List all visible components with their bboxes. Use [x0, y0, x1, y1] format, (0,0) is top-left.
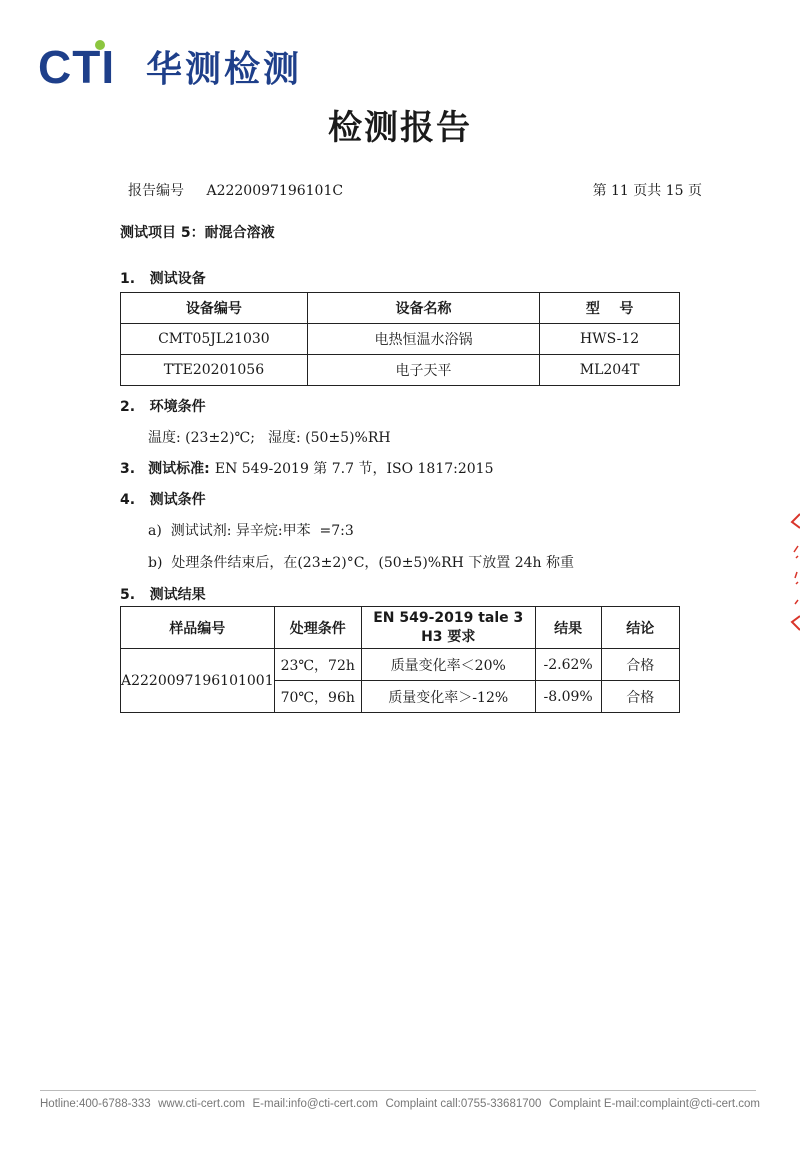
results-table — [120, 606, 680, 713]
section-conditions-title: 4. 测试条件 — [120, 492, 206, 508]
table-cell: -8.09% — [535, 681, 601, 713]
header-cell: 处理条件 — [274, 607, 361, 649]
table-cell: TTE20201056 — [121, 355, 308, 386]
report-number — [128, 180, 343, 200]
section-results-title: 5. 测试结果 — [120, 587, 206, 603]
footer-email[interactable]: E-mail:info@cti-cert.com — [252, 1098, 378, 1110]
table-row — [121, 324, 680, 355]
condition-b: b) 处理条件结束后，在(23±2)°C，(50±5)%RH 下放置 24h 称重 — [148, 555, 575, 571]
page-title: 检测报告 — [328, 108, 472, 148]
footer — [40, 1098, 760, 1110]
header-cell: 结果 — [535, 607, 601, 649]
table-header-row — [121, 293, 680, 324]
table-row — [121, 355, 680, 386]
logo-latin: CTI — [38, 41, 116, 93]
table-cell: 70℃，96h — [274, 681, 361, 713]
table-cell: CMT05JL21030 — [121, 324, 308, 355]
table-cell: 质量变化率＜20% — [361, 649, 535, 681]
table-cell: HWS-12 — [540, 324, 680, 355]
footer-complaint-email[interactable]: Complaint E-mail:complaint@cti-cert.com — [548, 1098, 760, 1110]
table-cell: -2.62% — [535, 649, 601, 681]
temperature-text: 温度: (23±2)℃; — [148, 430, 255, 446]
table-cell: 电热恒温水浴锅 — [307, 324, 539, 355]
report-number-label: 报告编号 — [128, 183, 184, 199]
table-cell: 合格 — [601, 681, 679, 713]
header-cell: 设备名称 — [307, 293, 539, 324]
humidity-text: 湿度: (50±5)%RH — [268, 430, 391, 446]
logo-chinese: 华测检测 — [146, 49, 303, 90]
test-item-title: 测试项目 5：耐混合溶液 — [120, 225, 275, 241]
table-header-row — [121, 607, 680, 649]
header-cell: 设备编号 — [121, 293, 308, 324]
section-standard-value: EN 549-2019 第 7.7 节，ISO 1817:2015 — [214, 461, 494, 477]
section-standard-number: 3. — [120, 461, 136, 477]
footer-divider — [40, 1090, 756, 1091]
table-row — [121, 649, 680, 681]
footer-hotline: Hotline:400-6788-333 — [40, 1098, 151, 1110]
table-cell: 电子天平 — [307, 355, 539, 386]
report-number-value: A2220097196101C — [206, 183, 344, 199]
equipment-table — [120, 292, 680, 386]
header-cell: 型 号 — [540, 293, 680, 324]
table-cell: 质量变化率＞-12% — [361, 681, 535, 713]
header-cell: 结论 — [601, 607, 679, 649]
table-cell: 合格 — [601, 649, 679, 681]
header-cell: 样品编号 — [121, 607, 275, 649]
condition-a: a) 测试试剂: 异辛烷:甲苯 =7:3 — [148, 523, 354, 539]
sample-id-cell: A2220097196101001 — [121, 649, 275, 713]
section-standard-label: 测试标准: — [148, 461, 210, 477]
section-standard — [120, 458, 494, 478]
section-equipment-title: 1. 测试设备 — [120, 271, 206, 287]
footer-website[interactable]: www.cti-cert.com — [158, 1098, 246, 1110]
footer-complaint-call: Complaint call:0755-33681700 — [385, 1098, 542, 1110]
page-indicator: 第 11 页共 15 页 — [592, 183, 702, 199]
table-cell: ML204T — [540, 355, 680, 386]
section-environment-title: 2. 环境条件 — [120, 399, 206, 415]
stamp-edge-mark — [788, 512, 800, 632]
table-cell: 23℃，72h — [274, 649, 361, 681]
header-cell: EN 549-2019 tale 3 H3 要求 — [361, 607, 535, 649]
